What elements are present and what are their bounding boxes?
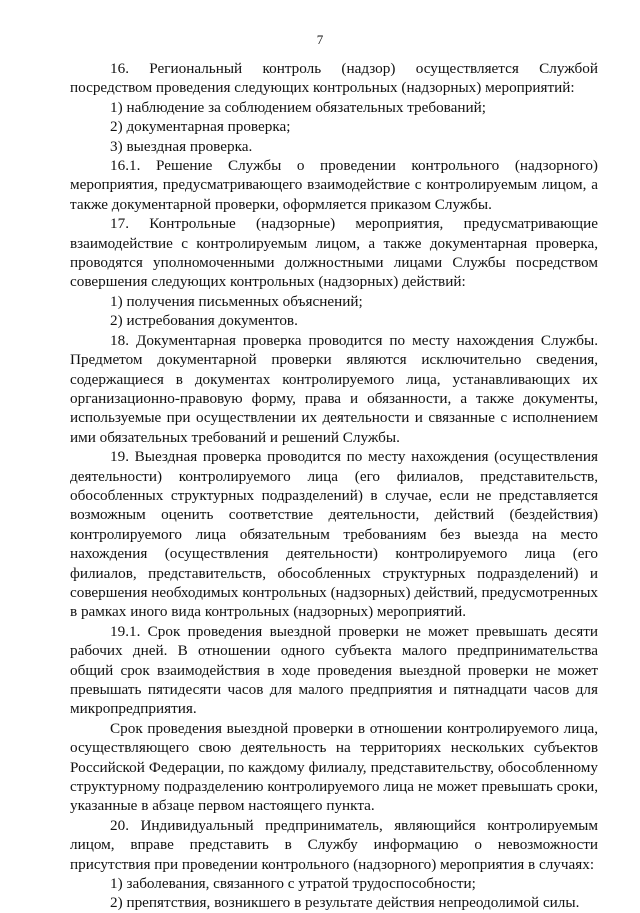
- paragraph-18: 18. Документарная проверка проводится по месту нахождения Службы. Предметом документарной проверки являются исключительно сведения, содержащиеся в документах контролируемого лица, устанавливающих их организационно-правовую форму, права и обязанности, а также документы, используемые при осуществлении их деятельности и связанные с исполнением ими обязательных требований и решений Службы.: [70, 331, 598, 446]
- paragraph-16: 16. Региональный контроль (надзор) осуществляется Службой посредством проведения следующих контрольных (надзорных) мероприятий:: [70, 60, 598, 97]
- list-item-16-3: 3) выездная проверка.: [110, 137, 253, 155]
- paragraph-20: 20. Индивидуальный предприниматель, являющийся контролируемым лицом, вправе представить в Службу информацию о невозможности присутствия при проведении контрольного (надзорного) мероприятия в случаях:: [70, 816, 598, 873]
- list-item-16-2: 2) документарная проверка;: [110, 118, 291, 136]
- list-item-17-1: 1) получения письменных объяснений;: [110, 292, 363, 310]
- document-body: [70, 59, 598, 913]
- paragraph-17: 17. Контрольные (надзорные) мероприятия, предусматривающие взаимодействие с контролируемым лицом, а также документарная проверка, проводятся уполномоченными должностными лицами Службы посредством совершения следующих контрольных (надзорных) действий:: [70, 215, 598, 291]
- list-item-20-2: 2) препятствия, возникшего в результате действия непреодолимой силы.: [110, 894, 580, 912]
- list-item-16-1: 1) наблюдение за соблюдением обязательных требований;: [110, 98, 486, 116]
- page-number: 7: [316, 32, 324, 47]
- paragraph-19-1: 19.1. Срок проведения выездной проверки не может превышать десяти рабочих дней. В отношении одного субъекта малого предпринимательства общий срок взаимодействия в ходе проведения выездной проверки не может превышать пятидесяти часов для малого предприятия и пятнадцати часов для микропредприятия.: [70, 622, 598, 718]
- paragraph-19: 19. Выездная проверка проводится по месту нахождения (осуществления деятельности) контролируемого лица (его филиалов, представительств, обособленных структурных подразделений) в случае, если не представляется возможным оценить соответствие деятельности, действий (бездействия) контролируемого лица обязательным требованиям без выезда на место нахождения (осуществления деятельности) контролируемого лица (его филиалов, представительств, обособленных структурных подразделений) и совершения необходимых контрольных (надзорных) действий, предусмотренных в рамках иного вида контрольных (надзорных) мероприятий.: [70, 448, 598, 621]
- paragraph-16-1: 16.1. Решение Службы о проведении контрольного (надзорного) мероприятия, предусматривающего взаимодействие с контролируемым лицом, а также документарной проверки, оформляется приказом Службы.: [70, 157, 598, 213]
- list-item-20-1: 1) заболевания, связанного с утратой трудоспособности;: [110, 875, 476, 893]
- paragraph-19-1-second: Срок проведения выездной проверки в отношении контролируемого лица, осуществляющего свою деятельность на территориях нескольких субъектов Российской Федерации, по каждому филиалу, представительству, обособленному структурному подразделению контролируемого лица не может превышать сроки, указанные в абзаце первом настоящего пункта.: [70, 719, 598, 815]
- list-item-17-2: 2) истребования документов.: [110, 312, 298, 330]
